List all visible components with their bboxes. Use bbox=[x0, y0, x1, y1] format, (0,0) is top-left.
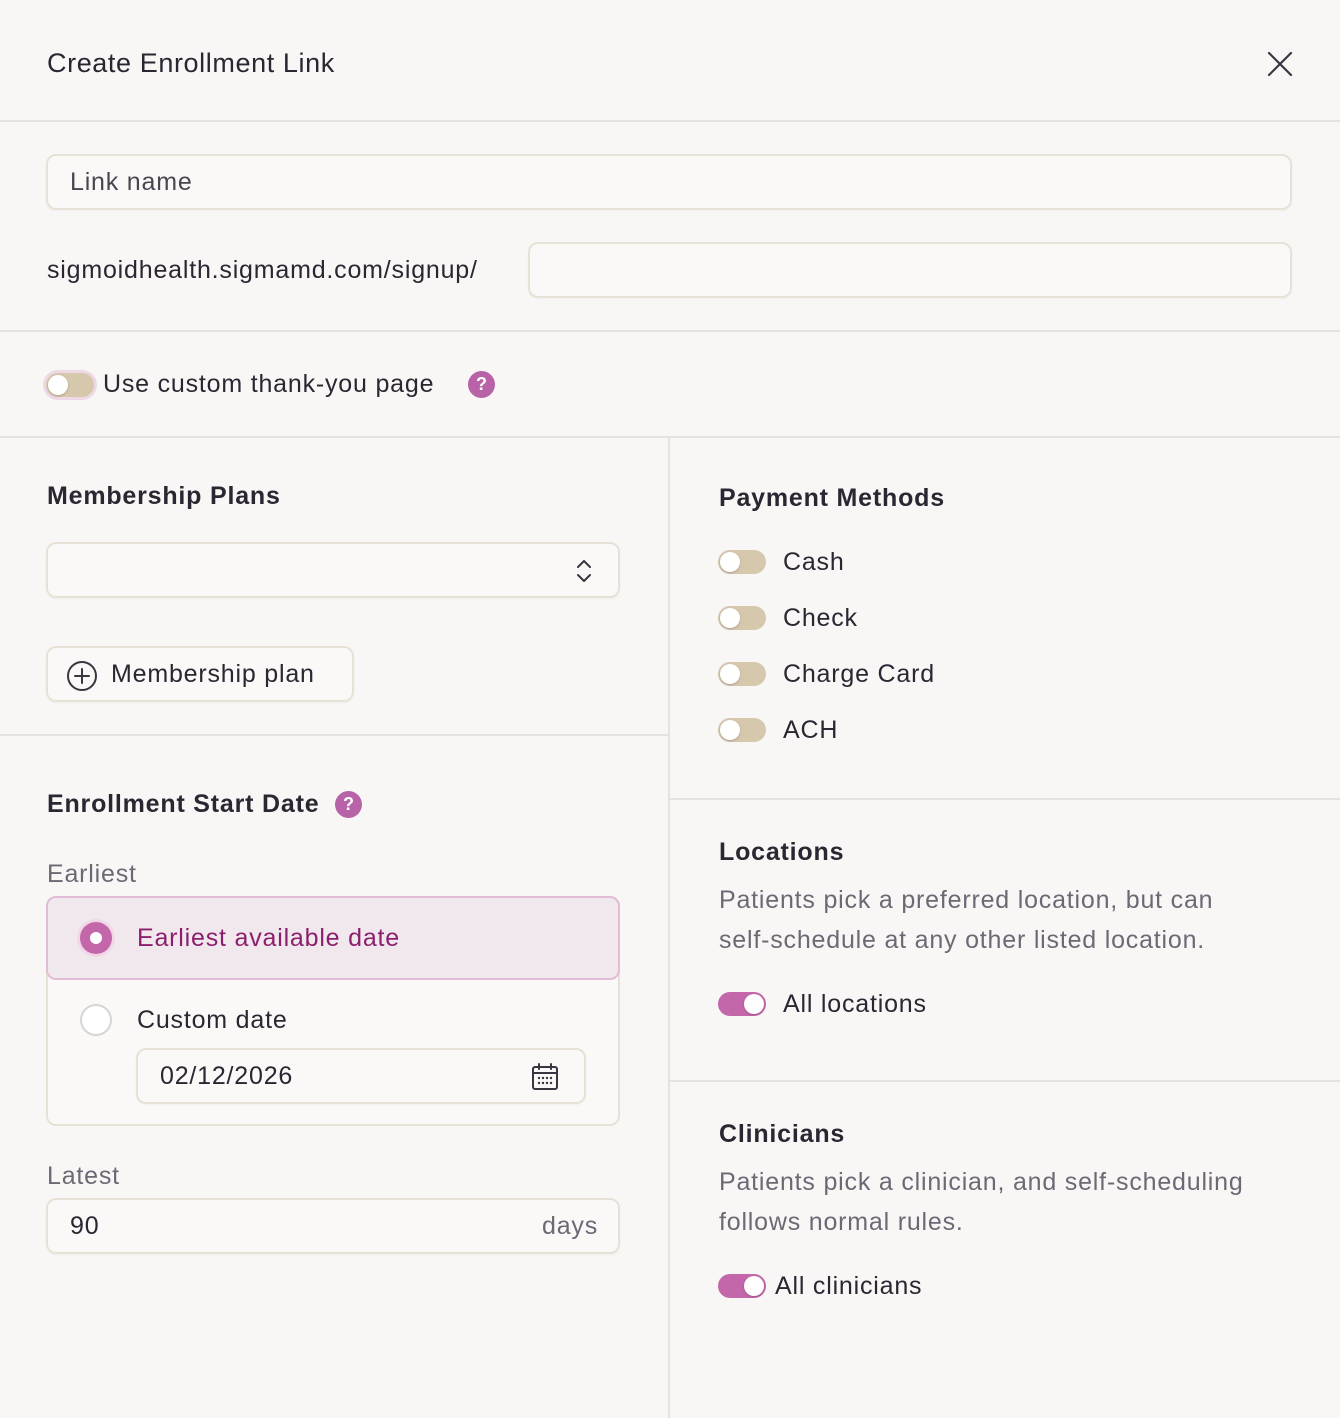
toggle-knob bbox=[744, 1276, 764, 1296]
all-clinicians-label: All clinicians bbox=[775, 1272, 923, 1300]
membership-plans-heading: Membership Plans bbox=[47, 482, 281, 510]
cash-toggle[interactable] bbox=[718, 550, 766, 574]
divider bbox=[0, 734, 668, 736]
calendar-icon[interactable] bbox=[530, 1062, 560, 1092]
charge-card-label: Charge Card bbox=[783, 660, 935, 688]
locations-heading: Locations bbox=[719, 838, 845, 866]
all-locations-toggle[interactable] bbox=[718, 992, 766, 1016]
latest-label: Latest bbox=[47, 1162, 120, 1190]
clinicians-description-line1: Patients pick a clinician, and self-scheduling bbox=[719, 1168, 1244, 1196]
divider bbox=[670, 798, 1340, 800]
toggle-knob bbox=[720, 552, 740, 572]
earliest-available-label: Earliest available date bbox=[137, 924, 400, 952]
enrollment-start-heading: Enrollment Start Date bbox=[47, 790, 320, 818]
ach-label: ACH bbox=[783, 716, 839, 744]
latest-days-input[interactable] bbox=[48, 1200, 618, 1252]
latest-days-field bbox=[46, 1198, 620, 1254]
question-icon[interactable]: ? bbox=[335, 791, 362, 818]
divider bbox=[0, 120, 1340, 122]
cash-label: Cash bbox=[783, 548, 845, 576]
locations-description-line2: self-schedule at any other listed location. bbox=[719, 926, 1206, 954]
charge-card-toggle[interactable] bbox=[718, 662, 766, 686]
divider bbox=[670, 1080, 1340, 1082]
close-button[interactable] bbox=[1262, 46, 1298, 82]
plus-circle-icon bbox=[66, 660, 98, 692]
slug-input[interactable] bbox=[530, 244, 1290, 296]
question-icon[interactable]: ? bbox=[468, 371, 495, 398]
add-membership-plan-label: Membership plan bbox=[111, 660, 315, 688]
custom-date-radio[interactable] bbox=[80, 1004, 112, 1036]
toggle-knob bbox=[48, 375, 68, 395]
membership-plan-select[interactable] bbox=[46, 542, 620, 598]
check-toggle[interactable] bbox=[718, 606, 766, 630]
earliest-label: Earliest bbox=[47, 860, 137, 888]
toggle-knob bbox=[720, 720, 740, 740]
days-unit: days bbox=[542, 1212, 599, 1240]
clinicians-heading: Clinicians bbox=[719, 1120, 846, 1148]
toggle-knob bbox=[744, 994, 764, 1014]
custom-date-label: Custom date bbox=[137, 1006, 288, 1034]
column-divider bbox=[668, 437, 670, 1418]
chevron-up-down-icon bbox=[574, 556, 594, 586]
link-name-input[interactable] bbox=[48, 156, 1290, 208]
earliest-radio-group bbox=[46, 896, 620, 1126]
divider bbox=[0, 436, 1340, 438]
custom-date-field bbox=[136, 1048, 586, 1104]
custom-thank-you-toggle[interactable] bbox=[46, 373, 94, 397]
custom-date-input[interactable] bbox=[138, 1050, 584, 1102]
add-membership-plan-button[interactable] bbox=[46, 646, 354, 702]
close-icon bbox=[1262, 46, 1298, 82]
custom-thank-you-label: Use custom thank-you page bbox=[103, 370, 435, 398]
toggle-knob bbox=[720, 608, 740, 628]
locations-description-line1: Patients pick a preferred location, but can bbox=[719, 886, 1214, 914]
url-prefix: sigmoidhealth.sigmamd.com/signup/ bbox=[47, 256, 478, 284]
slug-field bbox=[528, 242, 1292, 298]
clinicians-description-line2: follows normal rules. bbox=[719, 1208, 964, 1236]
dialog-title: Create Enrollment Link bbox=[47, 48, 335, 78]
link-name-field bbox=[46, 154, 1292, 210]
all-clinicians-toggle[interactable] bbox=[718, 1274, 766, 1298]
check-label: Check bbox=[783, 604, 858, 632]
all-locations-label: All locations bbox=[783, 990, 927, 1018]
toggle-knob bbox=[720, 664, 740, 684]
radio-checked bbox=[80, 922, 112, 954]
earliest-available-option[interactable] bbox=[46, 896, 620, 980]
ach-toggle[interactable] bbox=[718, 718, 766, 742]
divider bbox=[0, 330, 1340, 332]
payment-methods-heading: Payment Methods bbox=[719, 484, 945, 512]
